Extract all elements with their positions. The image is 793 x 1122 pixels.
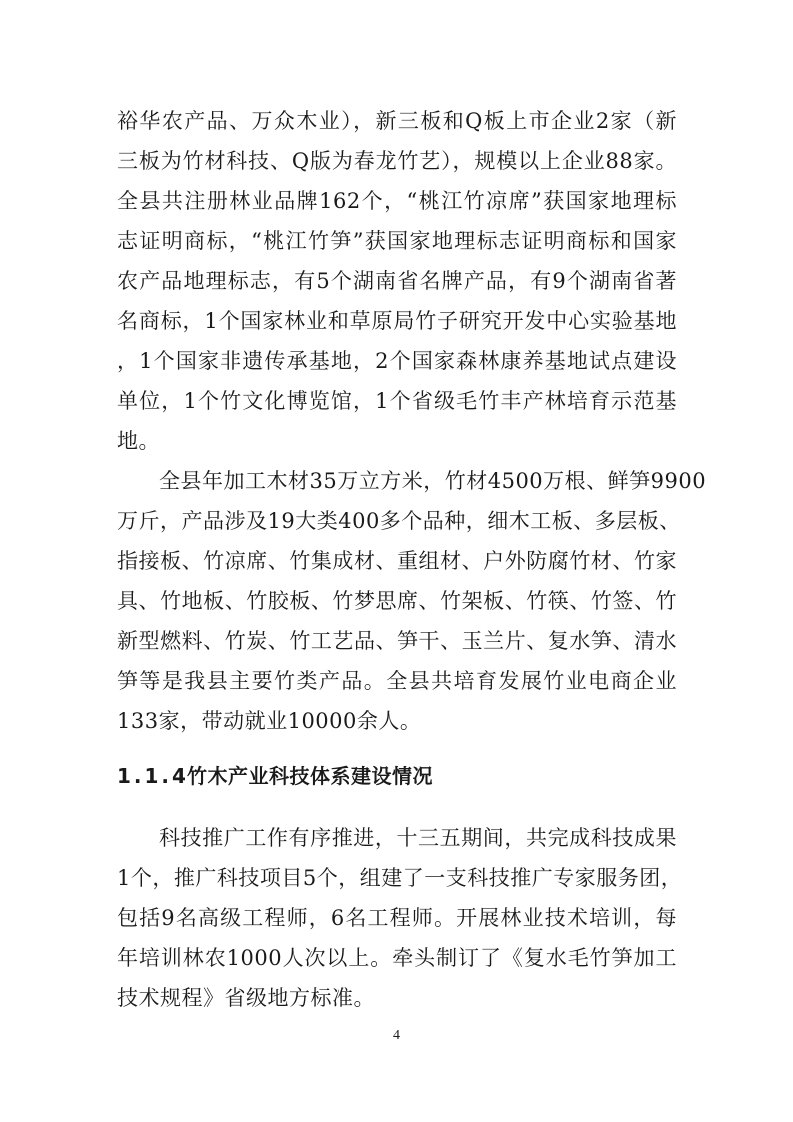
paragraph-1-line-6: 名商标，1个国家林业和草原局竹子研究开发中心实验基地: [117, 309, 677, 333]
paragraph-2-line-1: 全县年加工木材35万立方米，竹材4500万根、鲜笋9900: [159, 469, 707, 493]
paragraph-3-line-5: 技术规程》省级地方标准。: [117, 986, 375, 1010]
paragraph-2-line-6: 笋等是我县主要竹类产品。全县共培育发展竹业电商企业: [117, 669, 677, 693]
paragraph-1-line-3: 全县共注册林业品牌162个，“桃江竹凉席”获国家地理标: [117, 189, 677, 213]
section-number: 1.1.4: [117, 764, 189, 788]
paragraph-2-line-5: 新型燃料、竹炭、竹工艺品、笋干、玉兰片、复水笋、清水: [117, 629, 677, 653]
paragraph-1-line-2: 三板为竹材科技、Q版为春龙竹艺），规模以上企业88家。: [117, 149, 677, 173]
paragraph-2-line-7: 133家，带动就业10000余人。: [117, 709, 422, 733]
paragraph-1-line-4: 志证明商标，“桃江竹笋”获国家地理标志证明商标和国家: [117, 229, 677, 253]
section-heading: [117, 764, 433, 788]
paragraph-2-line-4: 具、竹地板、竹胶板、竹梦思席、竹架板、竹筷、竹签、竹: [117, 589, 677, 613]
paragraph-1-line-8: 单位，1个竹文化博览馆，1个省级毛竹丰产林培育示范基: [117, 389, 677, 413]
section-title: 竹木产业科技体系建设情况: [187, 764, 433, 788]
paragraph-3-line-1: 科技推广工作有序推进，十三五期间，共完成科技成果: [159, 826, 677, 850]
paragraph-1-line-1: 裕华农产品、万众木业），新三板和Q板上市企业2家（新: [117, 109, 677, 133]
paragraph-2-line-2: 万斤，产品涉及19大类400多个品种，细木工板、多层板、: [117, 509, 681, 533]
page-number: 4: [393, 1028, 400, 1043]
paragraph-3-line-3: 包括9名高级工程师，6名工程师。开展林业技术培训，每: [117, 906, 677, 930]
paragraph-2-line-3: 指接板、竹凉席、竹集成材、重组材、户外防腐竹材、竹家: [117, 549, 677, 573]
paragraph-1-line-9: 地。: [117, 429, 160, 453]
paragraph-1-line-7: ，1个国家非遗传承基地，2个国家森林康养基地试点建设: [117, 349, 677, 373]
paragraph-1-line-5: 农产品地理标志，有5个湖南省名牌产品，有9个湖南省著: [117, 269, 677, 293]
paragraph-3-line-2: 1个，推广科技项目5个，组建了一支科技推广专家服务团，: [117, 866, 683, 890]
paragraph-3-line-4: 年培训林农1000人次以上。牵头制订了《复水毛竹笋加工: [117, 946, 677, 970]
